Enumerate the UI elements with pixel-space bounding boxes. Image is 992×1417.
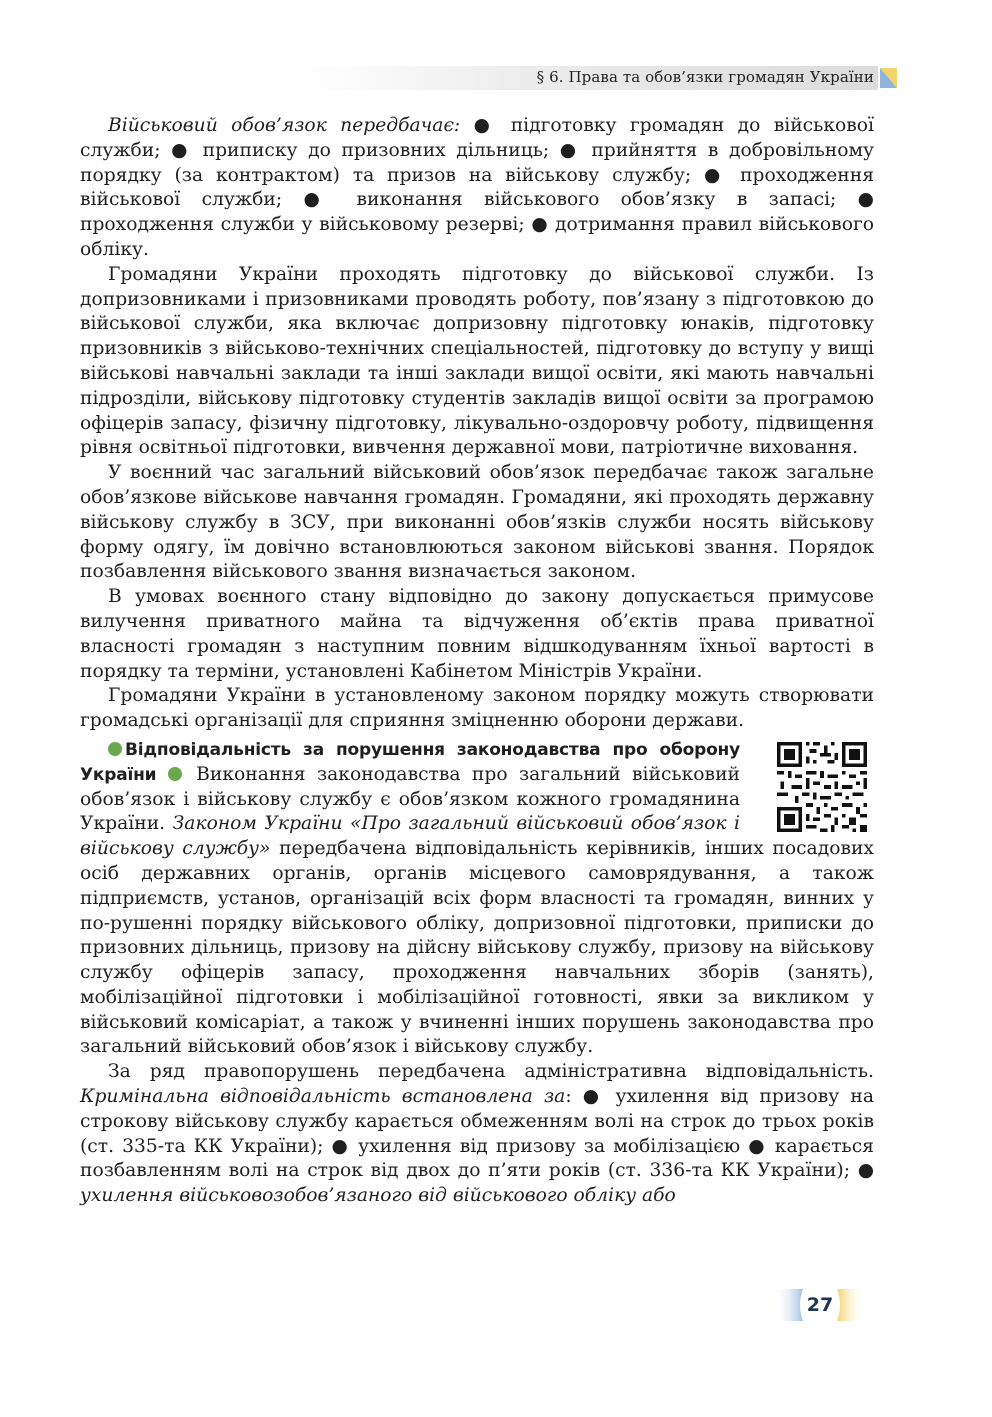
paragraph-training: Громадяни України проходять підготовку до військової служби. Із допризовниками і призовниками проводять роботу, пов’язану з підготовкою до військової служби, яка включає допризовну підготовку юнаків, підготовку призовників з військово-технічних спеціальностей, підготовку до вступу у вищі військові навчальні заклади та інші заклади вищої освіти, які мають навчальні підрозділи, військову підготовку студентів закладів вищої освіти за програмою офіцерів запасу, фізичну підготовку, лікувально-оздоровчу роботу, підвищення рівня освітньої підготовки, вивчення державної мови, патріотичне виховання. [80,263,874,459]
paragraph-wartime: У воєнний час загальний військовий обов’язок передбачає також загальне обов’язкове військове навчання громадян. Громадяни, які проходять державну військову службу в ЗСУ, при виконанні обов’язків служби носять військову форму одягу, їм довічно встановлюються законом військові звання. Порядок позбавлення військового звання визначається законом. [80,462,874,583]
list-item: проходження служби у військовому резерві; [80,214,525,236]
paragraph-responsibility [80,738,874,1060]
criminal-liability-lead: Кримінальна відповідальність встановлена за [80,1086,566,1108]
paragraph-public-organizations: Громадяни України в установленому законом порядку можуть створювати громадські організації для сприяння зміцненню оборони держави. [80,685,874,732]
lead-text: Військовий обов’язок передбачає: [108,115,461,136]
admin-liability-text: За ряд правопорушень передбачена адміністративна відповідальність. [108,1061,874,1083]
list-item: карається позбавленням волі на строк від двох до п’яти років (ст. 336-та КК України); [80,1135,874,1182]
list-item: ухилення від призову на строкову військову службу карається обмеженням волі на строк до трьох років (ст. 335-та КК України); [80,1086,875,1157]
qr-code[interactable] [774,742,870,832]
page-body [80,114,874,1209]
responsibility-text-b: передбачена відповідальність керівників, інших посадових осіб державних органів, органів місцевого самоврядування, а також підприємств, установ, організацій всіх форм власності та громадян, винних у по-рушенні порядку військового обліку, допризовної підготовки, приписки до призовних дільниць, призову на дійсну військову службу, призову на військову службу офіцерів запасу, проходження навчальних зборів (занять), мобілізаційної підготовки і мобілізаційної готовності, явки за викликом у військовий комісаріат, а також у вчиненні інших порушень законодавства про загальний військовий обов’язок і військову службу. [80,838,874,1058]
list-item: прийняття в добровільному порядку (за контрактом) та призов на військову службу; [80,139,875,186]
header-corner-decoration [880,68,897,88]
paragraph-martial-law: В умовах воєнного стану відповідно до закону допускається примусове вилучення приватного майна та відчуження об’єктів права приватної власності громадян з наступним повним відшкодуванням їхньої вартості в порядку та терміни, установлені Кабінетом Міністрів України. [80,586,874,682]
list-item: виконання військового обов’язку в запасі; [356,189,837,211]
paragraph-military-duty: Військовий обов’язок передбачає: ● підготовку громадян до військової служби; ● приписку до призовних дільниць; ● прийняття в добровільному порядку (за контрактом) та призов на військову службу; ● проходження військової служби; ● виконання військового обов’язку в запасі; ● проходження служби у військовому резерві; ● дотримання правил військового обліку. [80,115,875,260]
list-item: проходження військової служби; [80,164,874,211]
running-header: § 6. Права та обов’язки громадян України [536,68,874,86]
responsibility-text-a: Виконання законодавства про загальний військовий обов’язок і військову службу є обов’язком кожного громадянина України. [80,763,740,835]
list-item: приписку до призовних дільниць; [202,139,550,161]
page-number-badge [775,1285,865,1325]
section-heading: Відповідальність за порушення законодавства про оборону України [80,739,740,785]
green-bullet-icon [108,742,122,756]
list-item: дотримання правил військового обліку. [80,214,874,260]
paragraph-criminal-liability: За ряд правопорушень передбачена адміністративна відповідальність. Кримінальна відповідальність встановлена за: ● ухилення від призову на строкову військову службу карається обмеженням волі на строк до трьох років (ст. 335-та КК України); ● ухилення від призову за мобілізацією ● карається позбавленням волі на строк від двох до п’яти років (ст. 336-та КК України); ● ухилення військовозобов’язаного від військового обліку або [80,1061,875,1207]
law-title: Законом України «Про загальний військовий обов’язок і військову службу» [80,813,740,860]
list-item: підготовку громадян до військової служби; [80,115,874,161]
green-bullet-icon [168,767,182,781]
list-item: ухилення військовозобов’язаного від військового обліку або [80,1185,676,1207]
page-number: 27 [806,1294,834,1316]
list-item: ухилення від призову за мобілізацією [358,1135,741,1157]
